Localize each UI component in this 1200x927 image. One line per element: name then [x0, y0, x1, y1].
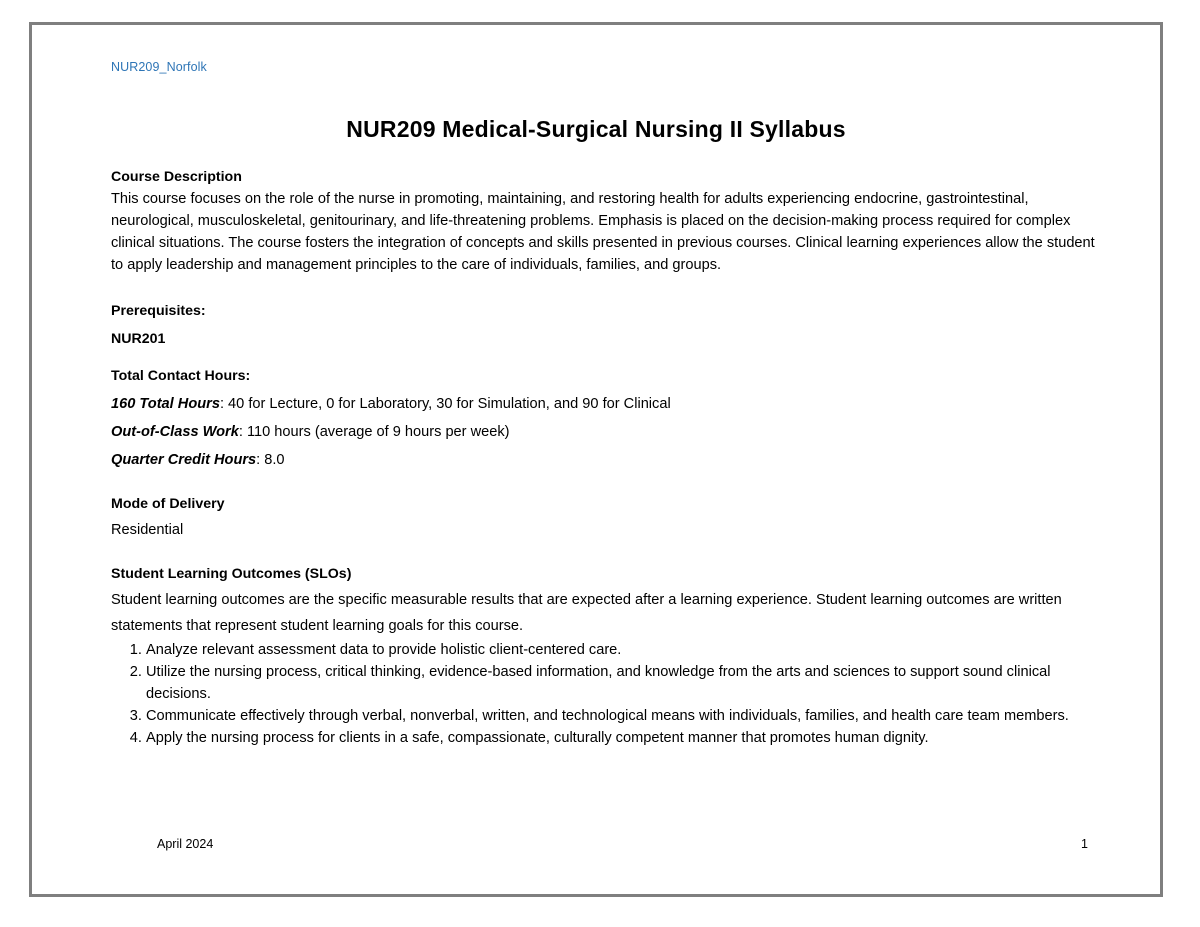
out-of-class-value: : 110 hours (average of 9 hours per week): [238, 424, 510, 440]
course-description-heading: Course Description: [111, 169, 242, 185]
slo-item: 4. Apply the nursing process for clients in a safe, compassionate, culturally competent manner that promotes human dignity.: [146, 727, 1101, 749]
slo-heading: Student Learning Outcomes (SLOs): [111, 566, 352, 582]
mode-of-delivery-value: Residential: [111, 522, 184, 538]
slo-item: 1. Analyze relevant assessment data to provide holistic client-centered care.: [146, 639, 1101, 661]
footer-page-number: 1: [1081, 837, 1088, 851]
contact-hours-heading: Total Contact Hours:: [111, 368, 251, 384]
document-page: [29, 22, 1163, 897]
credit-hours-line: [111, 446, 1101, 474]
credit-hours-value: : 8.0: [256, 452, 285, 468]
total-hours-value: : 40 for Lecture, 0 for Laboratory, 30 for Simulation, and 90 for Clinical: [219, 396, 671, 412]
course-description-text: This course focuses on the role of the nurse in promoting, maintaining, and restoring health for adults experiencing endocrine, gastrointestinal, neurological, musculoskeletal, genitourinary, and life-threatening problems. Emphasis is placed on the decision-making process required for complex clinical situations. The course fosters the integration of concepts and skills presented in previous courses. Clinical learning experiences allow the student to apply leadership and management principles to the care of individuals, families, and groups.: [111, 191, 1095, 273]
prerequisites-value: NUR201: [111, 331, 166, 347]
credit-hours-label: Quarter Credit Hours: [111, 452, 257, 468]
slo-item: 2. Utilize the nursing process, critical thinking, evidence-based information, and knowledge from the arts and sciences to support sound clinical decisions.: [146, 661, 1101, 705]
total-hours-line: [111, 390, 1101, 418]
slo-item: 3. Communicate effectively through verbal, nonverbal, written, and technological means with individuals, families, and health care team members.: [146, 705, 1101, 727]
out-of-class-line: [111, 418, 1101, 446]
prerequisites-heading: Prerequisites:: [111, 303, 206, 319]
course-description-section: [111, 166, 1101, 276]
footer-date: April 2024: [157, 837, 214, 851]
mode-of-delivery-section: [111, 491, 1101, 543]
contact-hours-section: [111, 362, 1101, 474]
slo-section: [111, 561, 1101, 749]
out-of-class-label: Out-of-Class Work: [111, 424, 239, 440]
slo-intro: Student learning outcomes are the specific measurable results that are expected after a learning experience. Student learning outcomes are written statements that represent student learning goals for this course.: [111, 592, 1062, 634]
slo-list: [111, 639, 1101, 749]
prerequisites-section: [111, 297, 1101, 353]
page-title: NUR209 Medical-Surgical Nursing II Syllabus: [346, 116, 846, 142]
total-hours-label: 160 Total Hours: [111, 396, 220, 412]
mode-of-delivery-heading: Mode of Delivery: [111, 496, 225, 512]
page-header: NUR209_Norfolk: [111, 60, 207, 74]
document-body: [111, 166, 1101, 749]
